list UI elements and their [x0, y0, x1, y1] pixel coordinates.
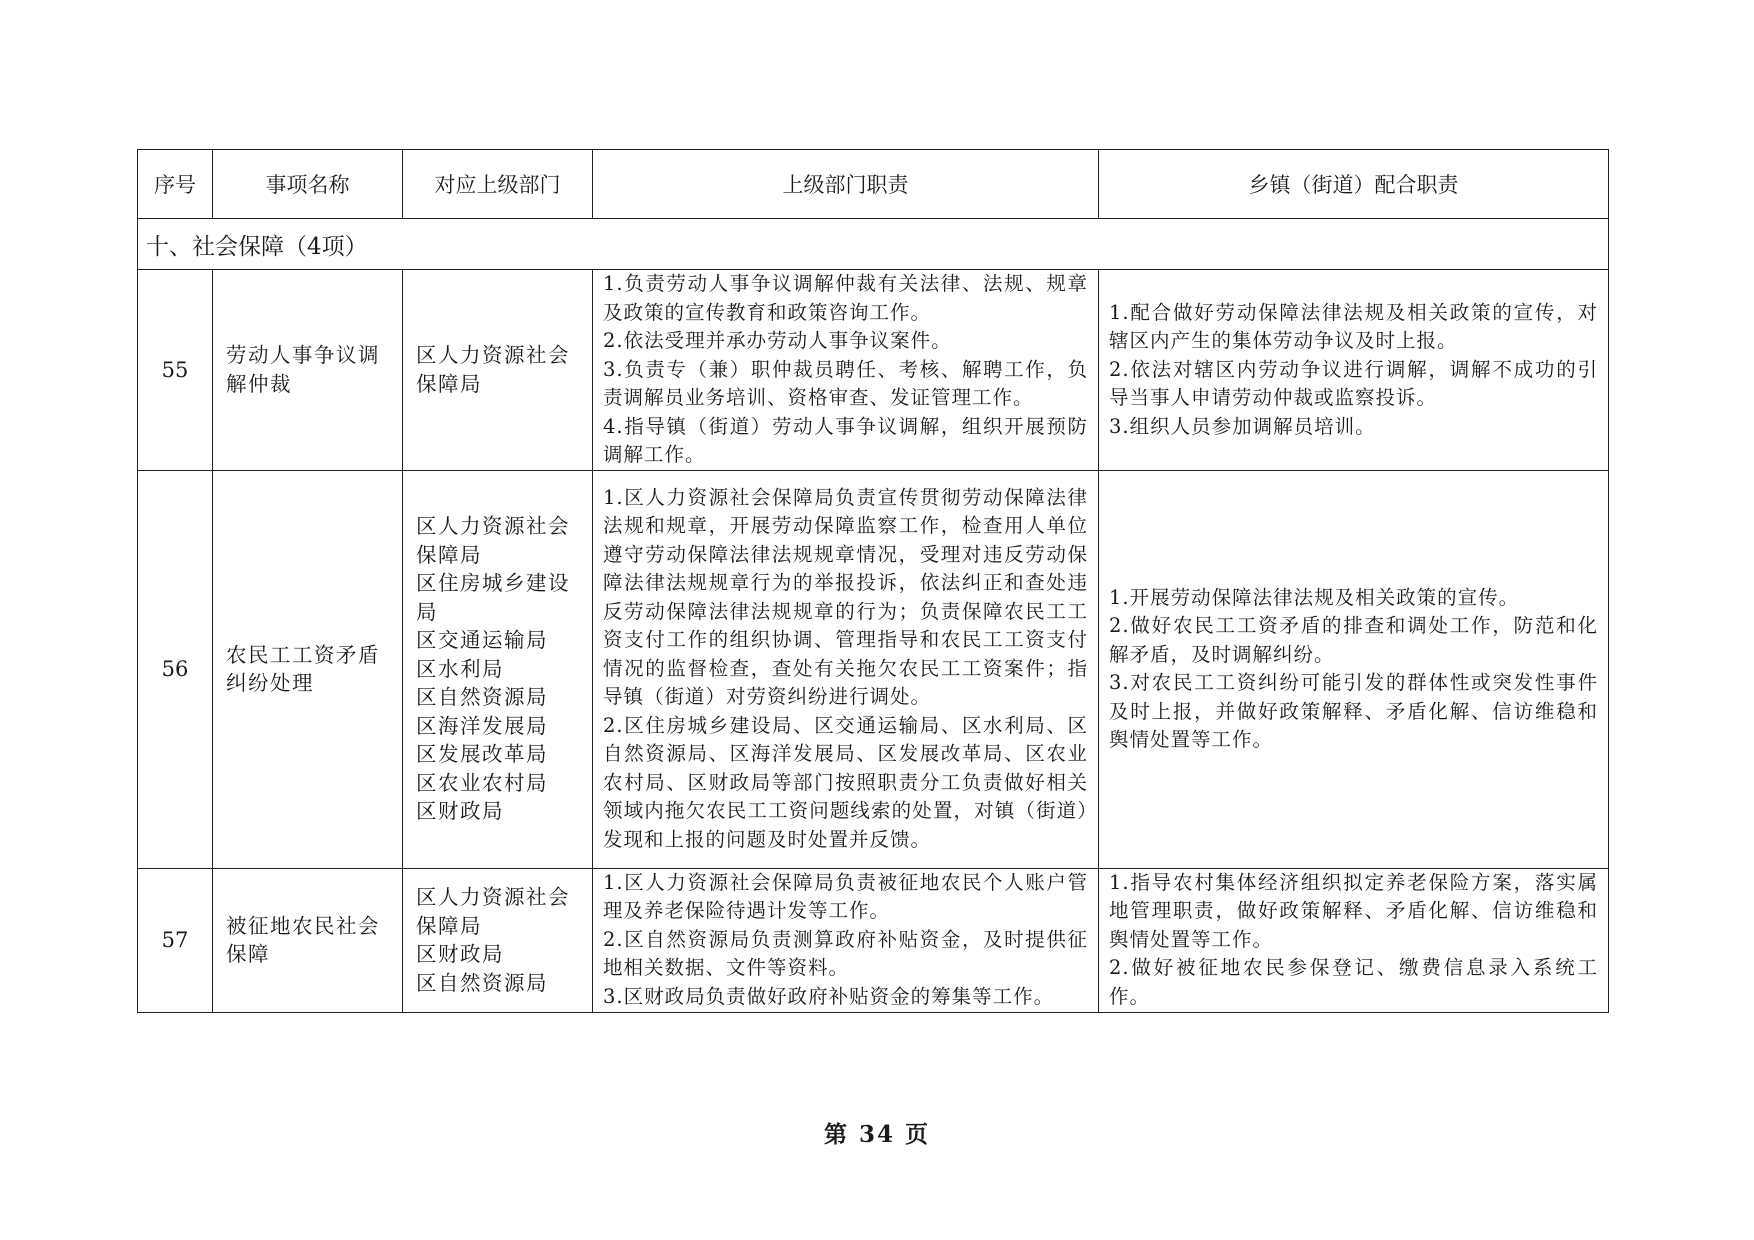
- section-row: [138, 219, 1609, 270]
- duty-item: 1.开展劳动保障法律法规及相关政策的宣传。: [1109, 585, 1520, 609]
- table-row: [138, 470, 1609, 868]
- dept-item: 区人力资源社会保障局: [416, 514, 570, 567]
- dept-item: 区交通运输局: [416, 628, 548, 653]
- duty-item: 2.依法受理并承办劳动人事争议案件。: [603, 329, 952, 352]
- town-duty: [1099, 270, 1609, 471]
- header-index: 序号: [138, 150, 213, 219]
- upper-duty: [593, 868, 1099, 1012]
- duty-item: 2.区住房城乡建设局、区交通运输局、区水利局、区自然资源局、区海洋发展局、区发展改革局、区农业农村局、区财政局等部门按照职责分工负责做好相关领域内拖欠农民工工资问题线索的处置，对镇（街道）发现和上报的问题及时处置并反馈。: [603, 713, 1088, 851]
- dept-list: [403, 470, 593, 868]
- dept-item: 区自然资源局: [416, 685, 548, 710]
- page-number: 第 34 页: [823, 1121, 931, 1148]
- duty-item: 3.区财政局负责做好政府补贴资金的筹集等工作。: [603, 984, 1055, 1008]
- duty-item: 3.组织人员参加调解员培训。: [1109, 414, 1376, 438]
- upper-duty: [593, 470, 1099, 868]
- dept-item: 区住房城乡建设局: [416, 571, 570, 624]
- duty-item: 1.负责劳动人事争议调解仲裁有关法律、法规、规章及政策的宣传教育和政策咨询工作。: [603, 272, 1088, 324]
- duty-item: 1.配合做好劳动保障法律法规及相关政策的宣传，对辖区内产生的集体劳动争议及时上报。: [1109, 300, 1598, 352]
- duty-item: 1.指导农村集体经济组织拟定养老保险方案，落实属地管理职责，做好政策解释、矛盾化解、信访维稳和舆情处置等工作。: [1109, 870, 1598, 951]
- header-item-name: 事项名称: [213, 150, 403, 219]
- dept-item: 区财政局: [416, 799, 504, 824]
- dept-list: [403, 868, 593, 1012]
- dept-item: 区自然资源局: [416, 970, 548, 995]
- duty-item: 4.指导镇（街道）劳动人事争议调解，组织开展预防调解工作。: [603, 414, 1088, 466]
- duty-item: 3.对农民工工资纠纷可能引发的群体性或突发性事件及时上报，并做好政策解释、矛盾化解、信访维稳和舆情处置等工作。: [1109, 671, 1598, 751]
- dept-list: [403, 270, 593, 471]
- duty-item: 2.区自然资源局负责测算政府补贴资金，及时提供征地相关数据、文件等资料。: [603, 927, 1088, 980]
- dept-item: 区农业农村局: [416, 770, 548, 795]
- item-name: 被征地农民社会保障: [213, 868, 403, 1012]
- section-title: 十、社会保障（4项）: [138, 219, 1609, 270]
- row-index: 56: [138, 470, 213, 868]
- duty-item: 1.区人力资源社会保障局负责被征地农民个人账户管理及养老保险待遇计发等工作。: [603, 870, 1088, 923]
- dept-item: 区人力资源社会保障局: [416, 885, 570, 938]
- town-duty: [1099, 470, 1609, 868]
- town-duty: [1099, 868, 1609, 1012]
- row-index: 55: [138, 270, 213, 471]
- dept-item: 区水利局: [416, 656, 504, 681]
- document-sheet: [137, 149, 1608, 1013]
- upper-duty: [593, 270, 1099, 471]
- duty-item: 1.区人力资源社会保障局负责宣传贯彻劳动保障法律法规和规章，开展劳动保障监察工作，检查用人单位遵守劳动保障法律法规规章情况，受理对违反劳动保障法律法规规章行为的举报投诉，依法纠正和查处违反劳动保障法律法规规章的行为；负责保障农民工工资支付工作的组织协调、管理指导和农民工工资支付情况的监督检查，查处有关拖欠农民工工资案件；指导镇（街道）对劳资纠纷进行调处。: [603, 485, 1088, 709]
- dept-item: 区财政局: [416, 942, 504, 966]
- duty-item: 2.做好被征地农民参保登记、缴费信息录入系统工作。: [1109, 956, 1598, 1008]
- dept-item: 区发展改革局: [416, 742, 548, 767]
- table-header-row: [138, 150, 1609, 219]
- header-upper-dept: 对应上级部门: [403, 150, 593, 219]
- duty-item: 2.做好农民工工资矛盾的排查和调处工作，防范和化解矛盾，及时调解纠纷。: [1109, 614, 1598, 666]
- table-row: [138, 868, 1609, 1012]
- dept-item: 区人力资源社会保障局: [416, 343, 570, 396]
- row-index: 57: [138, 868, 213, 1012]
- duty-item: 3.负责专（兼）职仲裁员聘任、考核、解聘工作，负责调解员业务培训、资格审查、发证管理工作。: [603, 357, 1088, 409]
- item-name: 劳动人事争议调解仲裁: [213, 270, 403, 471]
- header-town-duty: 乡镇（街道）配合职责: [1099, 150, 1609, 219]
- duty-table: [137, 149, 1609, 1013]
- table-row: [138, 270, 1609, 471]
- dept-item: 区海洋发展局: [416, 713, 548, 738]
- item-name: 农民工工资矛盾纠纷处理: [213, 470, 403, 868]
- duty-item: 2.依法对辖区内劳动争议进行调解，调解不成功的引导当事人申请劳动仲裁或监察投诉。: [1109, 357, 1598, 409]
- header-upper-duty: 上级部门职责: [593, 150, 1099, 219]
